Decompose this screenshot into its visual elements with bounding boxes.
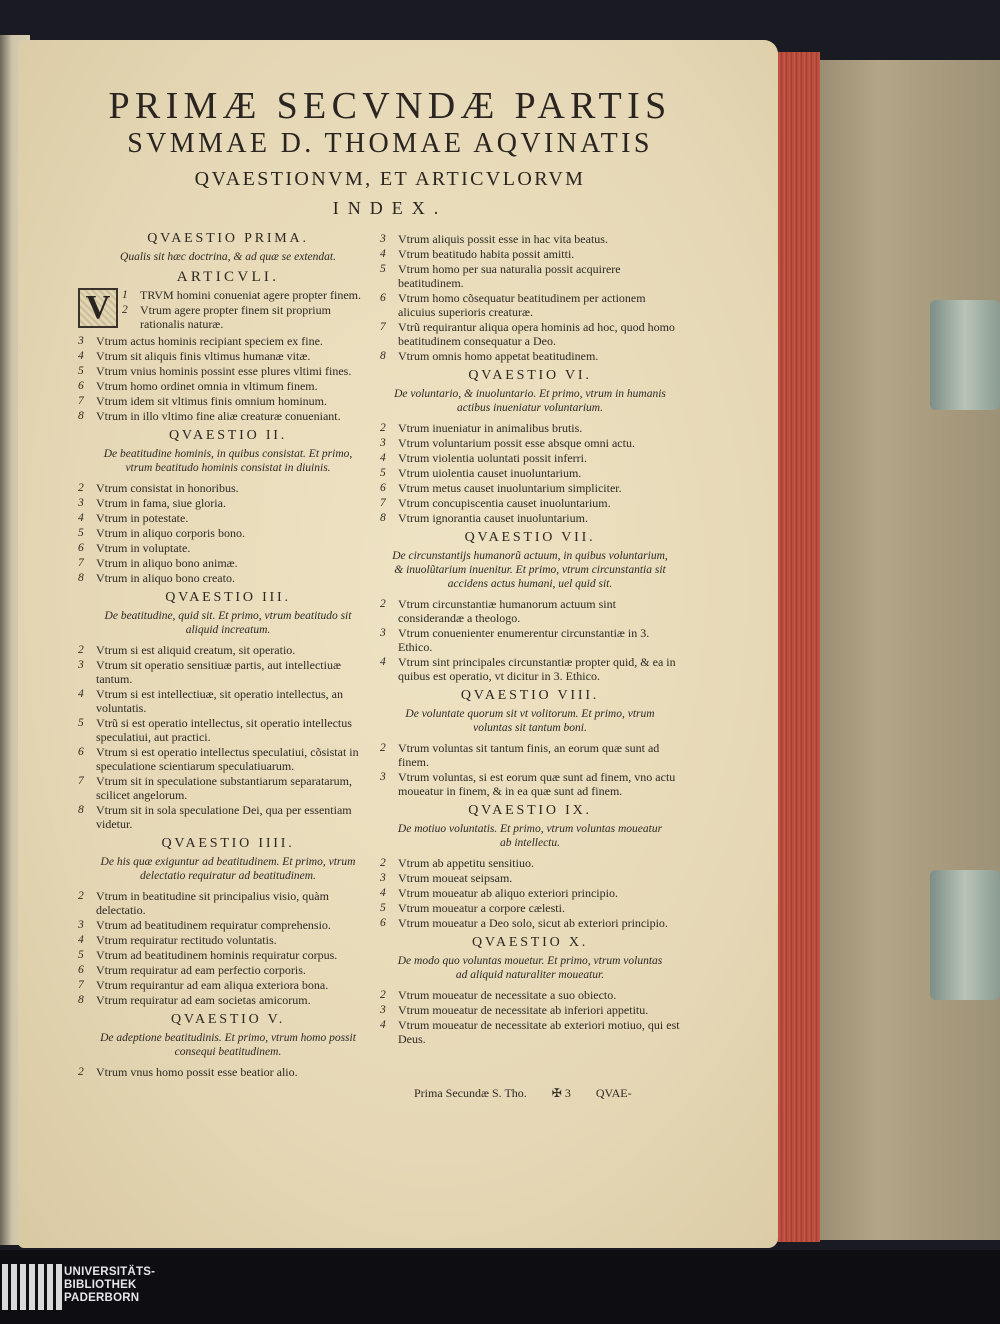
article-item: 3 Vtrum moueat seipsam. (380, 871, 513, 885)
article-item: 5 Vtrum homo per sua naturalia possit acquirere beatitudinem. (380, 262, 621, 290)
article-item: 8 Vtrum ignorantia causet inuoluntarium. (380, 511, 588, 525)
article-item: 3 Vtrum actus hominis recipiant speciem ex fine. (78, 334, 323, 348)
question-title: QVAESTIO VII. (464, 530, 596, 545)
metal-clasp (930, 300, 1000, 410)
article-item: 6 Vtrum si est operatio intellectus speculatiui, cõsistat in speculatione scientiarum speculatiuarum. (78, 745, 359, 773)
article-item: 4 Vtrum violentia uoluntati possit inferri. (380, 451, 587, 465)
article-item: 2 Vtrum ab appetitu sensitiuo. (380, 856, 534, 870)
question-title: QVAESTIO V. (170, 1012, 286, 1027)
question-description: De circunstantijs humanorũ actuum, in quibus voluntarium, & inuolũtarium inuenitur. Et primo, vtrum circunstantia sit accidens actus humani, uel quid sit. (392, 550, 668, 590)
article-item: 5 Vtrum uiolentia causet inuoluntarium. (380, 466, 582, 480)
question-title: QVAESTIO X. (471, 935, 589, 950)
article-item: 7 Vtrum in aliquo bono animæ. (78, 556, 238, 570)
page-subtitle: SVMMAE D. THOMAE AQVINATIS (127, 128, 653, 159)
article-item: 4 Vtrum requiratur rectitudo voluntatis. (78, 933, 277, 947)
article-item: 5 Vtrũ si est operatio intellectus, sit operatio intellectus speculatiui, aut practici. (78, 716, 352, 744)
index-heading: QVAESTIONVM, ET ARTICVLORVM (194, 168, 586, 190)
article-item: 7 Vtrum requirantur ad eam aliqua exteriora bona. (78, 978, 329, 992)
article-item: 8 Vtrum omnis homo appetat beatitudinem. (380, 349, 599, 363)
article-item: 6 Vtrum in voluptate. (78, 541, 191, 555)
article-item: 3 Vtrum ad beatitudinem requiratur comprehensio. (78, 918, 331, 932)
article-item: 2 Vtrum si est aliquid creatum, sit operatio. (78, 643, 296, 657)
article-item: 3 Vtrum conuenienter enumerentur circunstantiæ in 3. Ethico. (380, 626, 650, 654)
article-item: 4 Vtrum si est intellectiuæ, sit operatio intellectus, an voluntatis. (78, 687, 343, 715)
question-description: De motiuo voluntatis. Et primo, vtrum voluntas moueatur ab intellectu. (397, 823, 663, 849)
article-item: 3 Vtrum voluntas, si est eorum quæ sunt ad finem, vno actu moueatur in finem, & in ea quæ sunt ad finem. (380, 770, 676, 798)
question-description: De voluntario, & inuoluntario. Et primo, vtrum in humanis actibus inueniatur voluntarium. (394, 388, 666, 414)
article-item: 5 Vtrum vnius hominis possint esse plures vltimi fines. (78, 364, 352, 378)
article-item: 4 Vtrum sit aliquis finis vltimus humanæ vitæ. (78, 349, 311, 363)
question-title: QVAESTIO VI. (468, 368, 592, 383)
article-item: 8 Vtrum sit in sola speculatione Dei, qua per essentiam videtur. (78, 803, 352, 831)
article-item: 5 Vtrum moueatur a corpore cælesti. (380, 901, 565, 915)
article-item: 3 Vtrum moueatur de necessitate ab inferiori appetitu. (380, 1003, 649, 1017)
question-title: QVAESTIO PRIMA. (147, 231, 309, 246)
question-description: De voluntate quorum sit vt volitorum. Et primo, vtrum voluntas sit tantum boni. (405, 708, 655, 734)
right-column (380, 232, 680, 1047)
article-item: 8 Vtrum requiratur ad eam societas amicorum. (78, 993, 311, 1007)
library-logo-icon (2, 1264, 62, 1310)
library-banner (0, 1250, 1000, 1324)
metal-clasp (930, 870, 1000, 1000)
catchword: QVAE- (595, 1086, 632, 1100)
question-description: De beatitudine, quid sit. Et primo, vtrum beatitudo sit aliquid increatum. (104, 610, 352, 636)
article-item: 1 TRVM homini conueniat agere propter finem. (122, 288, 361, 302)
article-item: 7 Vtrum concupiscentia causet inuoluntarium. (380, 496, 611, 510)
article-item: 6 Vtrum metus causet inuoluntarium simpliciter. (380, 481, 622, 495)
article-item: 4 Vtrum moueatur ab aliquo exteriori principio. (380, 886, 618, 900)
article-item: 7 Vtrum idem sit vltimus finis omnium hominum. (78, 394, 328, 408)
article-item: 2 Vtrum agere propter finem sit proprium rationalis naturæ. (122, 303, 331, 331)
article-item: 5 Vtrum ad beatitudinem hominis requiratur corpus. (78, 948, 338, 962)
article-item: 4 Vtrum sint principales circunstantiæ propter quid, & ea in quibus est operatio, vt dicitur in 3. Ethico. (380, 655, 676, 683)
article-item: 3 Vtrum in fama, siue gloria. (78, 496, 226, 510)
article-item: 4 Vtrum in potestate. (78, 511, 189, 525)
article-item: 2 Vtrum voluntas sit tantum finis, an eorum quæ sunt ad finem. (380, 741, 660, 769)
signature-line: Prima Secundæ S. Tho. (414, 1086, 527, 1100)
first-article-block (78, 288, 378, 332)
signature-mark: ✠ 3 (551, 1086, 571, 1100)
article-item: 2 Vtrum inueniatur in animalibus brutis. (380, 421, 583, 435)
page-title: PRIMÆ SECVNDÆ PARTIS (108, 85, 672, 127)
library-name: UNIVERSITÄTS- BIBLIOTHEK PADERBORN (64, 1266, 156, 1304)
article-item: 3 Vtrum aliquis possit esse in hac vita beatus. (380, 232, 608, 246)
question-description: Qualis sit hæc doctrina, & ad quæ se extendat. (120, 251, 336, 263)
article-item: 8 Vtrum in aliquo bono creato. (78, 571, 235, 585)
article-item: 6 Vtrum homo cõsequatur beatitudinem per actionem alicuius superioris creaturæ. (380, 291, 646, 319)
question-title: QVAESTIO II. (168, 428, 288, 443)
article-item: 4 Vtrum beatitudo habita possit amitti. (380, 247, 575, 261)
article-item: 6 Vtrum homo ordinet omnia in vltimum finem. (78, 379, 318, 393)
left-column (78, 226, 378, 1080)
article-item: 3 Vtrum voluntarium possit esse absque omni actu. (380, 436, 635, 450)
article-item: 6 Vtrum moueatur a Deo solo, sicut ab exteriori principio. (380, 916, 668, 930)
article-item: 2 Vtrum in beatitudine sit principalius visio, quàm delectatio. (78, 889, 329, 917)
article-item: 6 Vtrum requiratur ad eam perfectio corporis. (78, 963, 306, 977)
index-label: INDEX. (332, 198, 448, 218)
article-item: 2 Vtrum moueatur de necessitate a suo obiecto. (380, 988, 617, 1002)
question-description: De beatitudine hominis, in quibus consistat. Et primo, vtrum beatitudo hominis consistat in diuinis. (103, 448, 353, 474)
decorated-initial: V (78, 288, 118, 328)
article-item: 7 Vtrũ requirantur aliqua opera hominis ad hoc, quod homo beatitudinem consequatur a Deo. (380, 320, 675, 348)
question-description: De adeptione beatitudinis. Et primo, vtrum homo possit consequi beatitudinem. (100, 1032, 356, 1058)
question-title: QVAESTIO III. (165, 590, 291, 605)
question-title: QVAESTIO VIII. (460, 688, 600, 703)
question-description: De his quæ exiguntur ad beatitudinem. Et primo, vtrum delectatio requiratur ad beatitudinem. (100, 856, 356, 882)
article-item: 2 Vtrum circunstantiæ humanorum actuum sint considerandæ a theologo. (380, 597, 616, 625)
article-item: 2 Vtrum consistat in honoribus. (78, 481, 239, 495)
article-item: 3 Vtrum sit operatio sensitiuæ partis, aut intellectiuæ tantum. (78, 658, 341, 686)
question-title: QVAESTIO IX. (468, 803, 592, 818)
article-item: 4 Vtrum moueatur de necessitate ab exteriori motiuo, qui est Deus. (380, 1018, 680, 1046)
question-description: De modo quo voluntas mouetur. Et primo, vtrum voluntas ad aliquid naturaliter moueatur. (397, 955, 663, 981)
articuli-heading: ARTICVLI. (176, 269, 280, 285)
page-footer (414, 1086, 654, 1101)
question-title: QVAESTIO IIII. (161, 836, 295, 851)
article-item: 7 Vtrum sit in speculatione substantiarum separatarum, scilicet angelorum. (78, 774, 352, 802)
article-item: 5 Vtrum in aliquo corporis bono. (78, 526, 245, 540)
article-item: 2 Vtrum vnus homo possit esse beatior alio. (78, 1065, 298, 1079)
article-item: 8 Vtrum in illo vltimo fine aliæ creaturæ conueniant. (78, 409, 341, 423)
